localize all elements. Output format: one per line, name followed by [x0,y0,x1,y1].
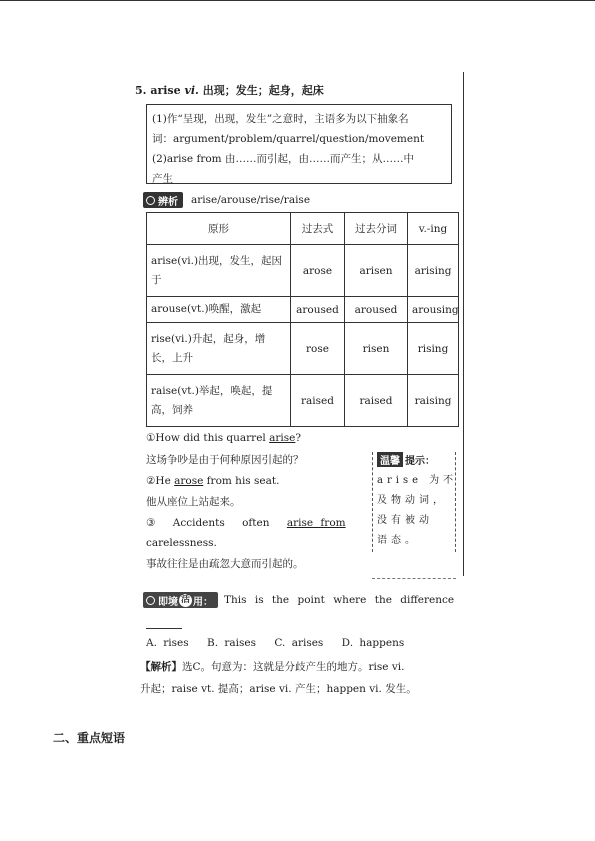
example-text: ③ Accidents often [146,517,287,529]
example-1-translation: 这场争吵是由于何种原因引起的？ [146,454,304,466]
apply-section [143,592,454,608]
section-heading: 二、重点短语 [53,731,126,745]
example-keyword: arose [174,475,204,487]
tip-line: 及物动词， [377,495,447,506]
tip-tag: 温馨 [377,452,403,467]
column-header: 过去式 [291,213,345,245]
example-3 [146,515,346,531]
table-cell: aroused [345,297,408,323]
apply-tag-label: 即境 [158,596,178,608]
table-cell: arise(vi.)出现，发生，起因于 [147,245,291,297]
column-header: 原形 [147,213,291,245]
answer-blank [146,628,182,629]
usage-box [146,104,452,184]
analysis-words: arise/arouse/rise/raise [191,194,311,206]
table-header-row [147,213,459,245]
table-cell: rising [408,323,459,375]
apply-tag-circle: 活 [180,594,190,605]
example-text: ①How did this quarrel [146,432,270,444]
table-row [147,323,459,375]
option-d: D. happens [341,637,405,649]
tip-title-text: 提示： [405,456,435,467]
table-cell: arose [291,245,345,297]
usage-line: 产生 [152,173,173,185]
example-keyword: arise [269,432,296,444]
table-cell: aroused [291,297,345,323]
apply-tag [143,592,218,608]
entry-word: arise [150,84,181,97]
entry-meaning: 出现；发生；起身，起床 [202,84,324,97]
analysis-tag [143,192,183,208]
answer-label: 【解析】 [140,661,182,673]
tip-bottom-edge [372,578,456,580]
analysis-header [143,191,310,209]
analysis-tag-label: 辨析 [158,196,178,208]
example-3-continued: carelessness. [146,537,217,549]
table-cell: raising [408,375,459,427]
table-cell: arisen [345,245,408,297]
entry-pos: vi. [184,84,199,97]
example-2 [146,473,279,489]
tip-title [377,452,451,467]
table-row [147,245,459,297]
table-row [147,375,459,427]
tip-line: arise 为不 [377,475,458,486]
table-cell: arousing [408,297,459,323]
answer-options [146,637,416,649]
usage-line: (2)arise from 由……而引起，由……而产生；从……中 [152,153,414,165]
column-header: v.-ing [408,213,459,245]
table-row [147,297,459,323]
usage-line: (1)作“呈现，出现，发生”之意时，主语多为以下抽象名 [152,113,409,125]
example-3-translation: 事故往往是由疏忽大意而引起的。 [146,558,304,570]
entry-number: 5. [135,84,147,97]
verb-forms-table [146,212,459,427]
tip-line: 语态。 [377,535,419,546]
option-b: B. raises [206,637,257,649]
table-cell: arouse(vt.)唤醒，激起 [147,297,291,323]
apply-tag-suffix: 用： [193,596,213,608]
apply-question: This is the point where the difference [224,594,455,606]
table-cell: rose [291,323,345,375]
answer-explanation [140,656,404,678]
table-cell: rise(vi.)升起，起身，增长，上升 [147,323,291,375]
table-cell: risen [345,323,408,375]
answer-line: 选C。句意为：这就是分歧产生的地方。rise vi. [182,661,405,673]
entry-heading [135,82,324,98]
column-header: 过去分词 [345,213,408,245]
magnifier-icon [146,596,155,605]
option-a: A. rises [146,637,189,649]
tip-line: 没有被动 [377,515,433,526]
magnifier-icon [146,196,155,205]
answer-explanation-continued: 升起；raise vt. 提高；arise vi. 产生；happen vi. 发生。 [140,683,417,695]
top-rule [0,0,595,1]
example-text: ? [295,432,302,444]
example-2-translation: 他从座位上站起来。 [146,496,241,508]
example-text: ②He [146,475,175,487]
usage-line: 词：argument/problem/quarrel/question/movement [152,133,425,145]
example-text: from his seat. [203,475,280,487]
tip-box [372,452,456,552]
tip-body [377,471,458,551]
example-keyword: arise from [286,517,346,529]
table-cell: raised [291,375,345,427]
option-c: C. arises [274,637,324,649]
table-cell: raised [345,375,408,427]
table-cell: arising [408,245,459,297]
example-1 [146,430,301,446]
table-cell: raise(vt.)举起，唤起，提高，饲养 [147,375,291,427]
column-divider [463,72,464,576]
